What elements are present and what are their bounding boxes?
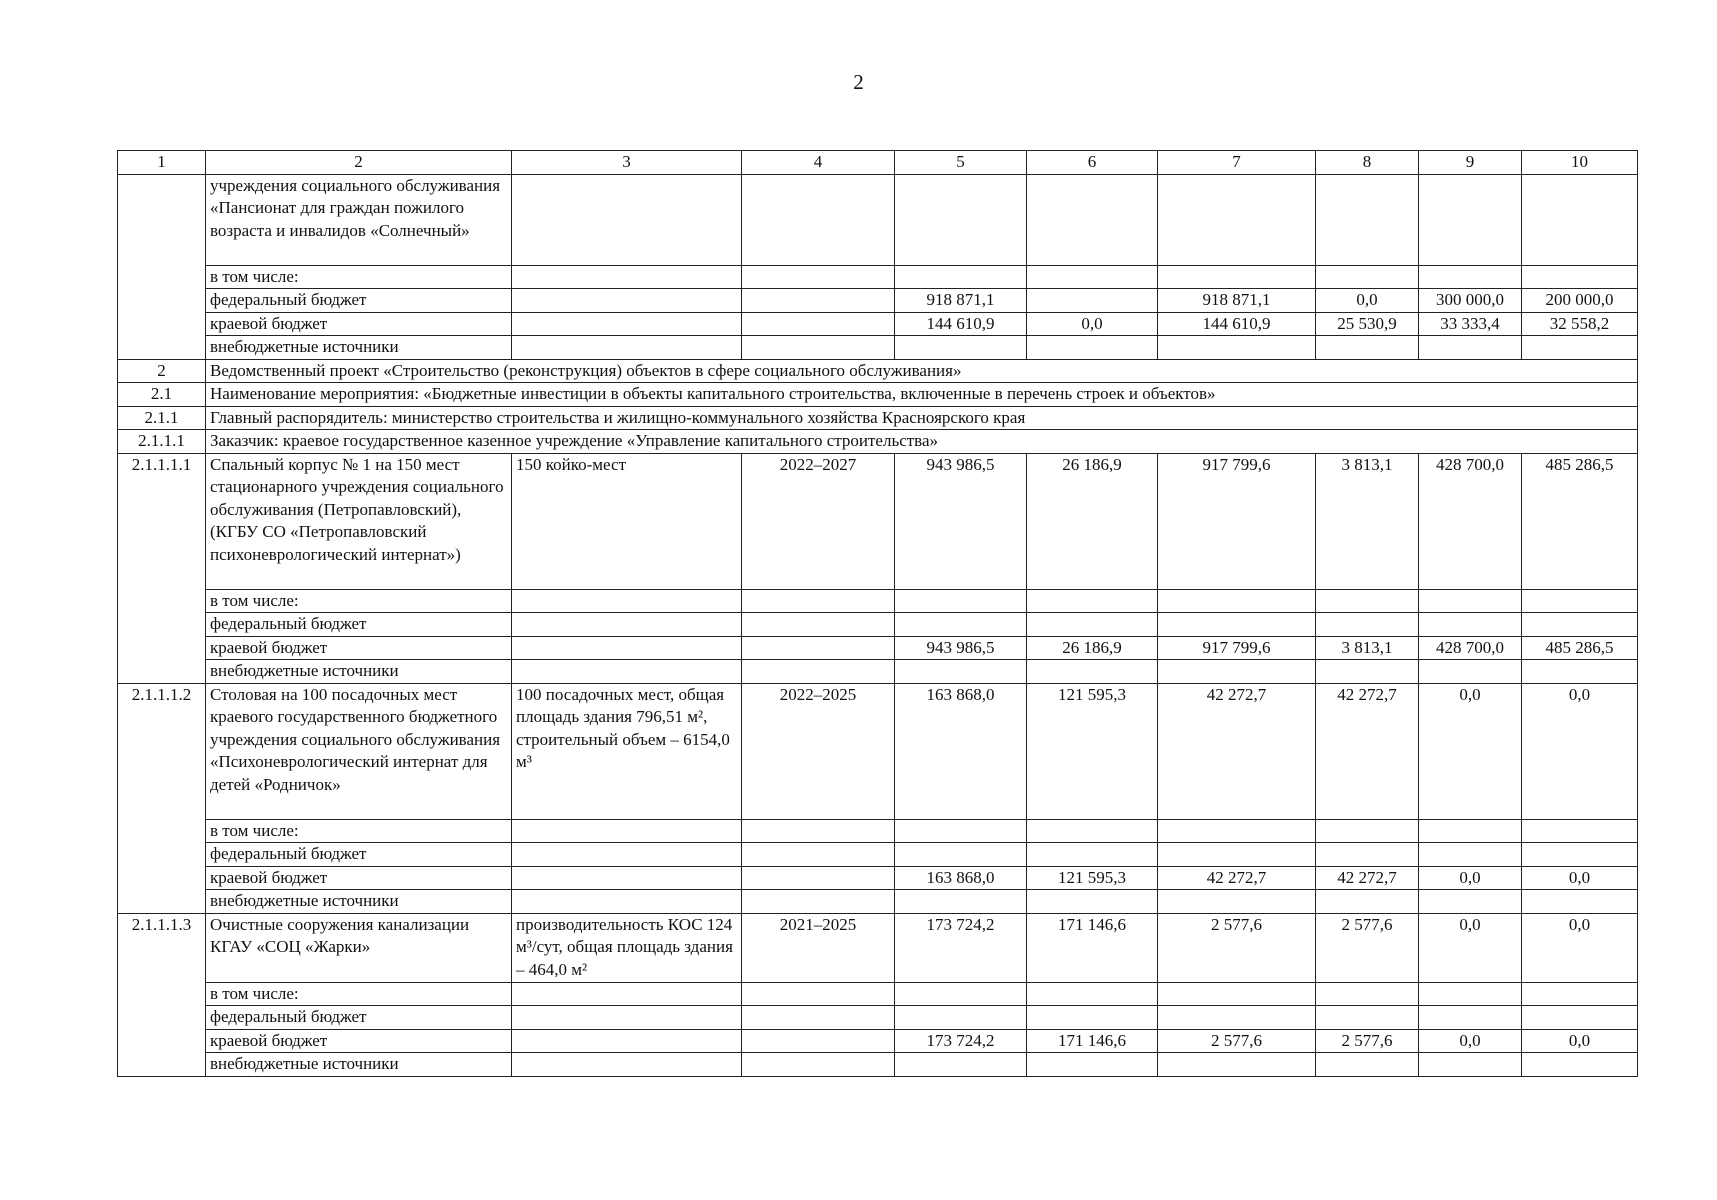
regional-budget-label: краевой бюджет: [206, 312, 512, 336]
value-cell: 42 272,7: [1158, 683, 1316, 819]
table-row: [118, 1029, 1638, 1053]
object-period: 2022–2027: [742, 453, 895, 589]
value-cell: 3 813,1: [1316, 636, 1419, 660]
section-row: [118, 383, 1638, 407]
object-name: Очистные сооружения канализации КГАУ «СОЦ «Жарки»: [206, 913, 512, 982]
column-number: 10: [1522, 151, 1638, 175]
value-cell: 0,0: [1419, 683, 1522, 819]
column-number: 6: [1027, 151, 1158, 175]
value-cell: 33 333,4: [1419, 312, 1522, 336]
regional-budget-label: краевой бюджет: [206, 866, 512, 890]
section-title: Ведомственный проект «Строительство (реконструкция) объектов в сфере социального обслуживания»: [206, 359, 1638, 383]
value-cell: 144 610,9: [1158, 312, 1316, 336]
value-cell: 42 272,7: [1158, 866, 1316, 890]
value-cell: 163 868,0: [895, 866, 1027, 890]
including-label: в том числе:: [206, 589, 512, 613]
table-row: [118, 819, 1638, 843]
table-row: [118, 289, 1638, 313]
budget-table: [117, 150, 1638, 1077]
column-number-row: [118, 151, 1638, 175]
value-cell: 173 724,2: [895, 913, 1027, 982]
cell-num: [118, 174, 206, 359]
object-capacity: 150 койко-мест: [512, 453, 742, 589]
value-cell: 0,0: [1316, 289, 1419, 313]
value-cell: 121 595,3: [1027, 866, 1158, 890]
table-row: [118, 174, 1638, 265]
value-cell: 121 595,3: [1027, 683, 1158, 819]
object-row: [118, 913, 1638, 982]
table-row: [118, 843, 1638, 867]
section-row: [118, 406, 1638, 430]
value-cell: 428 700,0: [1419, 636, 1522, 660]
section-row: [118, 359, 1638, 383]
section-number: 2.1.1: [118, 406, 206, 430]
value-cell: 25 530,9: [1316, 312, 1419, 336]
table-row: [118, 589, 1638, 613]
table-row: [118, 265, 1638, 289]
value-cell: 0,0: [1522, 683, 1638, 819]
section-row: [118, 430, 1638, 454]
value-cell: 26 186,9: [1027, 636, 1158, 660]
object-name: Столовая на 100 посадочных мест краевого государственного бюджетного учреждения социального обслуживания «Психоневрологический интернат для детей «Родничок»: [206, 683, 512, 819]
column-number: 9: [1419, 151, 1522, 175]
object-row: [118, 683, 1638, 819]
column-number: 2: [206, 151, 512, 175]
column-number: 4: [742, 151, 895, 175]
object-name: учреждения социального обслуживания «Пансионат для граждан пожилого возраста и инвалидов «Солнечный»: [206, 174, 512, 265]
value-cell: 2 577,6: [1158, 1029, 1316, 1053]
table-row: [118, 982, 1638, 1006]
value-cell: 428 700,0: [1419, 453, 1522, 589]
object-capacity: производительность КОС 124 м³/сут, общая площадь здания – 464,0 м²: [512, 913, 742, 982]
federal-budget-label: федеральный бюджет: [206, 843, 512, 867]
value-cell: 0,0: [1419, 866, 1522, 890]
value-cell: 0,0: [1419, 913, 1522, 982]
object-period: 2022–2025: [742, 683, 895, 819]
column-number: 3: [512, 151, 742, 175]
object-number: 2.1.1.1.2: [118, 683, 206, 913]
table-row: [118, 336, 1638, 360]
federal-budget-label: федеральный бюджет: [206, 613, 512, 637]
table-row: [118, 1006, 1638, 1030]
value-cell: 943 986,5: [895, 453, 1027, 589]
regional-budget-label: краевой бюджет: [206, 636, 512, 660]
value-cell: 171 146,6: [1027, 1029, 1158, 1053]
value-cell: 42 272,7: [1316, 866, 1419, 890]
including-label: в том числе:: [206, 265, 512, 289]
value-cell: 173 724,2: [895, 1029, 1027, 1053]
object-period: 2021–2025: [742, 913, 895, 982]
value-cell: 0,0: [1027, 312, 1158, 336]
value-cell: 2 577,6: [1158, 913, 1316, 982]
value-cell: 485 286,5: [1522, 453, 1638, 589]
column-number: 8: [1316, 151, 1419, 175]
value-cell: 917 799,6: [1158, 453, 1316, 589]
value-cell: 917 799,6: [1158, 636, 1316, 660]
table-row: [118, 312, 1638, 336]
value-cell: 42 272,7: [1316, 683, 1419, 819]
column-number: 1: [118, 151, 206, 175]
object-row: [118, 453, 1638, 589]
section-number: 2.1.1.1: [118, 430, 206, 454]
object-number: 2.1.1.1.3: [118, 913, 206, 1076]
value-cell: 918 871,1: [1158, 289, 1316, 313]
value-cell: 918 871,1: [895, 289, 1027, 313]
value-cell: 3 813,1: [1316, 453, 1419, 589]
value-cell: 0,0: [1522, 1029, 1638, 1053]
page-number: 2: [853, 70, 864, 94]
value-cell: 26 186,9: [1027, 453, 1158, 589]
section-number: 2: [118, 359, 206, 383]
table-row: [118, 866, 1638, 890]
table-row: [118, 1053, 1638, 1077]
value-cell: 171 146,6: [1027, 913, 1158, 982]
extra-budget-label: внебюджетные источники: [206, 1053, 512, 1077]
extra-budget-label: внебюджетные источники: [206, 890, 512, 914]
value-cell: 485 286,5: [1522, 636, 1638, 660]
value-cell: 163 868,0: [895, 683, 1027, 819]
regional-budget-label: краевой бюджет: [206, 1029, 512, 1053]
value-cell: 943 986,5: [895, 636, 1027, 660]
federal-budget-label: федеральный бюджет: [206, 1006, 512, 1030]
value-cell: [1027, 289, 1158, 313]
extra-budget-label: внебюджетные источники: [206, 660, 512, 684]
table-row: [118, 660, 1638, 684]
value-cell: 144 610,9: [895, 312, 1027, 336]
section-title: Наименование мероприятия: «Бюджетные инвестиции в объекты капитального строительства, включенные в перечень строек и объектов»: [206, 383, 1638, 407]
including-label: в том числе:: [206, 982, 512, 1006]
section-title: Главный распорядитель: министерство строительства и жилищно-коммунального хозяйства Красноярского края: [206, 406, 1638, 430]
column-number: 7: [1158, 151, 1316, 175]
value-cell: 0,0: [1419, 1029, 1522, 1053]
value-cell: 32 558,2: [1522, 312, 1638, 336]
object-capacity: 100 посадочных мест, общая площадь здания 796,51 м², строительный объем – 6154,0 м³: [512, 683, 742, 819]
value-cell: 300 000,0: [1419, 289, 1522, 313]
value-cell: 0,0: [1522, 913, 1638, 982]
value-cell: 200 000,0: [1522, 289, 1638, 313]
extra-budget-label: внебюджетные источники: [206, 336, 512, 360]
federal-budget-label: федеральный бюджет: [206, 289, 512, 313]
column-number: 5: [895, 151, 1027, 175]
value-cell: 2 577,6: [1316, 1029, 1419, 1053]
including-label: в том числе:: [206, 819, 512, 843]
table-row: [118, 613, 1638, 637]
object-number: 2.1.1.1.1: [118, 453, 206, 683]
section-title: Заказчик: краевое государственное казенное учреждение «Управление капитального строительства»: [206, 430, 1638, 454]
section-number: 2.1: [118, 383, 206, 407]
table-row: [118, 890, 1638, 914]
object-name: Спальный корпус № 1 на 150 мест стационарного учреждения социального обслуживания (Петропавловский), (КГБУ СО «Петропавловский психоневрологический интернат»): [206, 453, 512, 589]
value-cell: 2 577,6: [1316, 913, 1419, 982]
value-cell: 0,0: [1522, 866, 1638, 890]
table-row: [118, 636, 1638, 660]
